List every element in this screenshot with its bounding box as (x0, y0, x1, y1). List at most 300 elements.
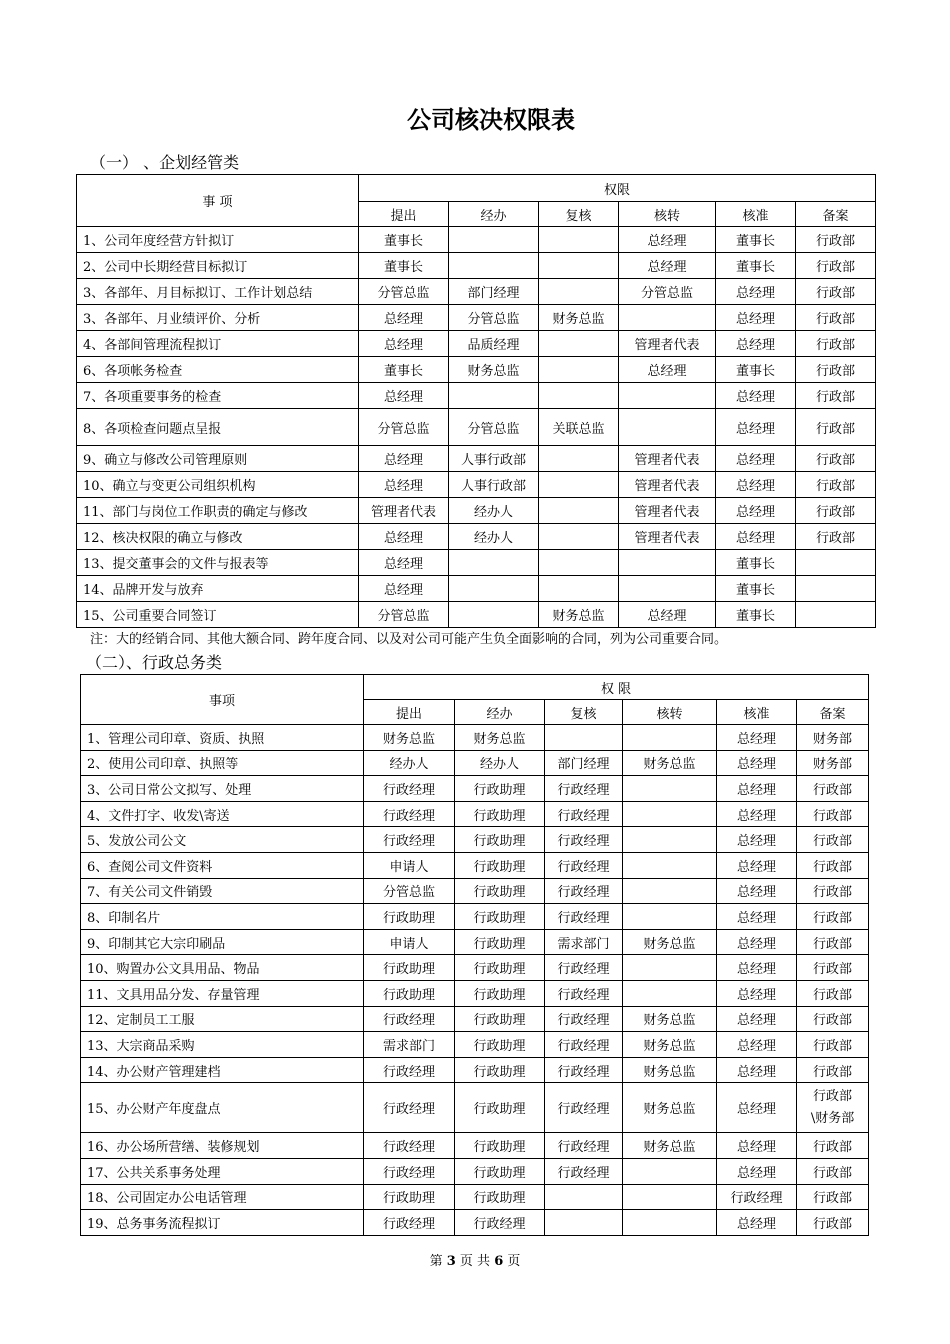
cell: 行政经理 (364, 801, 455, 827)
table-row (81, 1210, 869, 1236)
cell: 总经理 (716, 498, 796, 524)
cell: 董事长 (716, 227, 796, 253)
cell (449, 602, 539, 628)
row-item: 8、印制名片 (81, 904, 364, 930)
cell: 需求部门 (364, 1032, 455, 1058)
cell (539, 550, 619, 576)
cell: 行政部 (796, 279, 876, 305)
cell: 行政部 (797, 955, 869, 981)
row-item: 1、管理公司印章、资质、执照 (81, 725, 364, 751)
cell: 经办人 (449, 498, 539, 524)
cell: 行政助理 (455, 1158, 545, 1184)
cell: 总经理 (716, 409, 796, 446)
table-row (81, 980, 869, 1006)
cell: 财务总监 (364, 725, 455, 751)
row-item: 4、各部间管理流程拟订 (77, 331, 359, 357)
cell: 总经理 (717, 904, 797, 930)
cell: 行政经理 (364, 1158, 455, 1184)
table-row (77, 498, 876, 524)
row-item: 15、公司重要合同签订 (77, 602, 359, 628)
cell: 总经理 (619, 253, 716, 279)
table-admin-affairs (80, 674, 869, 1236)
cell: 行政经理 (545, 827, 623, 853)
table-row (77, 227, 876, 253)
cell: 财务部 (797, 725, 869, 751)
table-row (77, 524, 876, 550)
cell: 总经理 (717, 878, 797, 904)
cell (623, 955, 717, 981)
cell (623, 725, 717, 751)
cell: 总经理 (717, 929, 797, 955)
cell: 行政经理 (545, 904, 623, 930)
table-row (81, 852, 869, 878)
cell: 总经理 (619, 227, 716, 253)
table-row (77, 576, 876, 602)
cell: 申请人 (364, 852, 455, 878)
cell: 分管总监 (449, 305, 539, 331)
table-row (81, 750, 869, 776)
row-item: 3、各部年、月目标拟订、工作计划总结 (77, 279, 359, 305)
cell (623, 1184, 717, 1210)
cell: 行政助理 (455, 955, 545, 981)
cell: 需求部门 (545, 929, 623, 955)
cell: 行政助理 (455, 904, 545, 930)
cell: 行政经理 (364, 776, 455, 802)
table-row (77, 550, 876, 576)
cell: 总经理 (716, 383, 796, 409)
cell: 行政部 (797, 904, 869, 930)
row-item: 10、确立与变更公司组织机构 (77, 472, 359, 498)
cell: 总经理 (716, 331, 796, 357)
row-item: 11、部门与岗位工作职责的确定与修改 (77, 498, 359, 524)
cell: 行政部 (796, 409, 876, 446)
cell: 总经理 (619, 602, 716, 628)
cell: 总经理 (717, 955, 797, 981)
row-item: 2、公司中长期经营目标拟订 (77, 253, 359, 279)
row-item: 12、核决权限的确立与修改 (77, 524, 359, 550)
row-item: 18、公司固定办公电话管理 (81, 1184, 364, 1210)
cell: 部门经理 (449, 279, 539, 305)
table-row (81, 801, 869, 827)
cell: 董事长 (716, 253, 796, 279)
cell: 行政部 (796, 305, 876, 331)
cell: 行政经理 (545, 1133, 623, 1159)
cell: 总经理 (717, 750, 797, 776)
cell: 行政助理 (455, 980, 545, 1006)
table-row (77, 305, 876, 331)
cell: 总经理 (359, 576, 449, 602)
cell (796, 550, 876, 576)
cell: 行政经理 (545, 776, 623, 802)
cell: 行政助理 (455, 801, 545, 827)
row-item: 19、总务事务流程拟订 (81, 1210, 364, 1236)
cell (619, 550, 716, 576)
cell: 行政部 (797, 827, 869, 853)
row-item: 13、大宗商品采购 (81, 1032, 364, 1058)
cell: 行政部 (797, 1158, 869, 1184)
section-2-heading: （二）、行政总务类 (86, 653, 223, 672)
cell: 总经理 (717, 1210, 797, 1236)
cell (623, 1210, 717, 1236)
header-col: 备案 (797, 700, 869, 725)
cell: 行政部 (797, 1057, 869, 1083)
row-item: 16、办公场所营缮、装修规划 (81, 1133, 364, 1159)
cell: 财务总监 (623, 750, 717, 776)
cell: 经办人 (455, 750, 545, 776)
cell: 管理者代表 (619, 524, 716, 550)
cell: 行政部 (796, 472, 876, 498)
cell: 行政助理 (364, 980, 455, 1006)
cell (623, 980, 717, 1006)
cell: 总经理 (717, 1057, 797, 1083)
table-row (77, 446, 876, 472)
cell: 行政经理 (455, 1210, 545, 1236)
cell: 行政部 (796, 498, 876, 524)
cell: 总经理 (717, 725, 797, 751)
cell (449, 253, 539, 279)
cell (449, 383, 539, 409)
table-row (77, 602, 876, 628)
cell: 董事长 (716, 550, 796, 576)
cell: 董事长 (359, 357, 449, 383)
cell: 总经理 (717, 827, 797, 853)
cell: 人事行政部 (449, 446, 539, 472)
cell (545, 1210, 623, 1236)
cell: 财务总监 (539, 305, 619, 331)
cell: 财务总监 (623, 1133, 717, 1159)
cell: 行政助理 (364, 955, 455, 981)
cell (449, 227, 539, 253)
header-col: 复核 (539, 202, 619, 227)
cell: 董事长 (359, 253, 449, 279)
cell: 总经理 (359, 305, 449, 331)
cell (539, 472, 619, 498)
cell: 行政助理 (455, 1057, 545, 1083)
row-item: 9、确立与修改公司管理原则 (77, 446, 359, 472)
cell: 董事长 (716, 602, 796, 628)
cell: 行政部 (797, 929, 869, 955)
cell (539, 498, 619, 524)
cell: 行政助理 (455, 1184, 545, 1210)
cell: 总经理 (716, 305, 796, 331)
cell (796, 602, 876, 628)
section-1-heading: （一） 、企划经管类 (90, 153, 240, 172)
cell: 行政助理 (455, 776, 545, 802)
table-row (77, 331, 876, 357)
cell: 分管总监 (619, 279, 716, 305)
table-row (81, 1006, 869, 1032)
row-item: 3、各部年、月业绩评价、分析 (77, 305, 359, 331)
cell: 财务总监 (539, 602, 619, 628)
table-row (81, 955, 869, 981)
cell (619, 383, 716, 409)
cell (623, 904, 717, 930)
table-row (81, 725, 869, 751)
cell: 总经理 (359, 331, 449, 357)
footer-total-pages: 6 (494, 1254, 504, 1269)
header-authority: 权限 (359, 175, 876, 202)
row-item: 14、办公财产管理建档 (81, 1057, 364, 1083)
row-item: 14、品牌开发与放弃 (77, 576, 359, 602)
cell: 总经理 (717, 980, 797, 1006)
cell: 总经理 (716, 524, 796, 550)
row-item: 11、文具用品分发、存量管理 (81, 980, 364, 1006)
cell: 经办人 (364, 750, 455, 776)
cell: 行政经理 (545, 878, 623, 904)
cell: 经办人 (449, 524, 539, 550)
cell (796, 576, 876, 602)
cell: 总经理 (717, 801, 797, 827)
cell: 董事长 (716, 357, 796, 383)
cell: 总经理 (717, 1032, 797, 1058)
cell: 行政助理 (455, 1133, 545, 1159)
cell: 品质经理 (449, 331, 539, 357)
cell: 行政经理 (364, 1083, 455, 1133)
cell: 财务总监 (623, 1032, 717, 1058)
row-item: 9、印制其它大宗印刷品 (81, 929, 364, 955)
header-item: 事项 (81, 675, 364, 725)
cell: 行政部 (796, 383, 876, 409)
table-row (81, 827, 869, 853)
cell: 总经理 (716, 279, 796, 305)
cell: 行政部 (797, 1184, 869, 1210)
cell: 分管总监 (364, 878, 455, 904)
cell (539, 331, 619, 357)
row-item: 17、公共关系事务处理 (81, 1158, 364, 1184)
footer-middle: 页 共 (459, 1254, 491, 1269)
table-row (81, 1133, 869, 1159)
table-row (77, 357, 876, 383)
cell: 行政部 (796, 331, 876, 357)
cell: 行政经理 (364, 1006, 455, 1032)
cell (539, 576, 619, 602)
cell: 行政经理 (545, 1006, 623, 1032)
row-item: 2、使用公司印章、执照等 (81, 750, 364, 776)
cell: 行政部 (797, 801, 869, 827)
cell: 财务总监 (623, 1083, 717, 1133)
cell (545, 725, 623, 751)
cell: 分管总监 (359, 409, 449, 446)
row-item: 3、公司日常公文拟写、处理 (81, 776, 364, 802)
cell: 总经理 (619, 357, 716, 383)
header-col: 核准 (717, 700, 797, 725)
row-item: 7、各项重要事务的检查 (77, 383, 359, 409)
cell: 行政经理 (364, 827, 455, 853)
cell: 总经理 (359, 383, 449, 409)
header-col: 核转 (619, 202, 716, 227)
cell: 行政助理 (455, 878, 545, 904)
cell: 管理者代表 (619, 472, 716, 498)
cell: 总经理 (716, 446, 796, 472)
note: 注：大的经销合同、其他大额合同、跨年度合同、以及对公司可能产生负全面影响的合同，列为公司重要合同。 (90, 632, 728, 647)
cell: 行政经理 (545, 1158, 623, 1184)
cell: 总经理 (359, 472, 449, 498)
cell: 财务部 (797, 750, 869, 776)
cell: 行政部 (796, 253, 876, 279)
cell: 行政经理 (545, 1083, 623, 1133)
table-row (77, 409, 876, 446)
cell: 总经理 (716, 472, 796, 498)
row-item: 12、定制员工工服 (81, 1006, 364, 1032)
table-row (81, 776, 869, 802)
cell: 董事长 (359, 227, 449, 253)
table-row (81, 878, 869, 904)
cell: 行政部 (796, 524, 876, 550)
header-col: 经办 (449, 202, 539, 227)
header-col: 提出 (359, 202, 449, 227)
cell: 管理者代表 (359, 498, 449, 524)
cell: 行政部 (797, 1133, 869, 1159)
cell: 行政助理 (455, 1032, 545, 1058)
cell: 人事行政部 (449, 472, 539, 498)
cell (619, 576, 716, 602)
cell: 行政部 (797, 1032, 869, 1058)
table-row (77, 253, 876, 279)
table-row (81, 1057, 869, 1083)
cell (539, 524, 619, 550)
cell: 财务总监 (623, 1057, 717, 1083)
header-col: 提出 (364, 700, 455, 725)
row-item: 4、文件打字、收发\寄送 (81, 801, 364, 827)
cell (539, 357, 619, 383)
cell: 行政助理 (364, 1184, 455, 1210)
cell (619, 305, 716, 331)
cell: 行政助理 (455, 1006, 545, 1032)
cell: 行政部 (797, 1006, 869, 1032)
cell: 行政助理 (364, 904, 455, 930)
footer-page-number: 3 (446, 1254, 456, 1269)
cell: 行政部\财务部 (797, 1083, 869, 1133)
cell: 财务总监 (623, 1006, 717, 1032)
cell: 行政经理 (545, 801, 623, 827)
cell: 行政助理 (455, 929, 545, 955)
cell: 财务总监 (449, 357, 539, 383)
cell: 行政经理 (545, 980, 623, 1006)
cell: 部门经理 (545, 750, 623, 776)
row-item: 10、购置办公文具用品、物品 (81, 955, 364, 981)
row-item: 15、办公财产年度盘点 (81, 1083, 364, 1133)
cell: 总经理 (359, 550, 449, 576)
cell: 管理者代表 (619, 331, 716, 357)
row-item: 7、有关公司文件销毁 (81, 878, 364, 904)
cell: 行政经理 (364, 1210, 455, 1236)
row-item: 8、各项检查问题点呈报 (77, 409, 359, 446)
header-col: 经办 (455, 700, 545, 725)
header-col: 核准 (716, 202, 796, 227)
cell: 行政部 (797, 776, 869, 802)
cell (539, 227, 619, 253)
table-planning-management (76, 174, 876, 628)
cell (539, 446, 619, 472)
cell: 总经理 (717, 1083, 797, 1133)
row-item: 13、提交董事会的文件与报表等 (77, 550, 359, 576)
cell (623, 1158, 717, 1184)
cell: 财务总监 (623, 929, 717, 955)
cell (623, 801, 717, 827)
table-row (81, 1184, 869, 1210)
cell: 行政助理 (455, 852, 545, 878)
table-row (81, 1083, 869, 1133)
cell: 总经理 (717, 852, 797, 878)
cell (449, 550, 539, 576)
cell: 行政部 (796, 227, 876, 253)
table-row (81, 1032, 869, 1058)
footer-suffix: 页 (507, 1254, 521, 1269)
cell: 总经理 (359, 524, 449, 550)
cell: 行政经理 (545, 1032, 623, 1058)
cell: 行政经理 (717, 1184, 797, 1210)
cell: 行政经理 (364, 1057, 455, 1083)
header-item: 事 项 (77, 175, 359, 227)
table-row (77, 383, 876, 409)
header-col: 复核 (545, 700, 623, 725)
cell: 行政部 (796, 357, 876, 383)
cell (623, 852, 717, 878)
header-col: 备案 (796, 202, 876, 227)
cell (539, 279, 619, 305)
cell: 总经理 (717, 1006, 797, 1032)
row-item: 5、发放公司公文 (81, 827, 364, 853)
cell (449, 576, 539, 602)
cell: 行政助理 (455, 1083, 545, 1133)
cell (623, 878, 717, 904)
cell: 行政经理 (545, 955, 623, 981)
row-item: 6、各项帐务检查 (77, 357, 359, 383)
cell: 行政部 (797, 1210, 869, 1236)
page-title: 公司核决权限表 (407, 106, 575, 134)
cell: 董事长 (716, 576, 796, 602)
table-row (81, 1158, 869, 1184)
cell: 行政部 (797, 852, 869, 878)
table-row (77, 472, 876, 498)
cell: 分管总监 (359, 279, 449, 305)
cell: 分管总监 (359, 602, 449, 628)
cell (545, 1184, 623, 1210)
cell: 总经理 (717, 1133, 797, 1159)
cell (539, 383, 619, 409)
cell: 行政部 (797, 878, 869, 904)
cell: 行政部 (797, 980, 869, 1006)
cell: 总经理 (717, 1158, 797, 1184)
header-col: 核转 (623, 700, 717, 725)
row-item: 6、查阅公司文件资料 (81, 852, 364, 878)
cell (623, 827, 717, 853)
footer-prefix: 第 (429, 1254, 443, 1269)
table-row (81, 904, 869, 930)
cell (619, 409, 716, 446)
table-row (81, 929, 869, 955)
cell: 管理者代表 (619, 446, 716, 472)
cell: 关联总监 (539, 409, 619, 446)
cell: 总经理 (717, 776, 797, 802)
table-row (77, 279, 876, 305)
page-footer (0, 1250, 950, 1269)
cell: 行政经理 (545, 1057, 623, 1083)
cell (539, 253, 619, 279)
cell: 行政经理 (545, 852, 623, 878)
row-item: 1、公司年度经营方针拟订 (77, 227, 359, 253)
cell (623, 776, 717, 802)
cell: 财务总监 (455, 725, 545, 751)
cell: 行政部 (796, 446, 876, 472)
cell: 总经理 (359, 446, 449, 472)
cell: 行政经理 (364, 1133, 455, 1159)
cell: 申请人 (364, 929, 455, 955)
cell: 行政助理 (455, 827, 545, 853)
header-authority: 权 限 (364, 675, 869, 700)
cell: 管理者代表 (619, 498, 716, 524)
cell: 分管总监 (449, 409, 539, 446)
